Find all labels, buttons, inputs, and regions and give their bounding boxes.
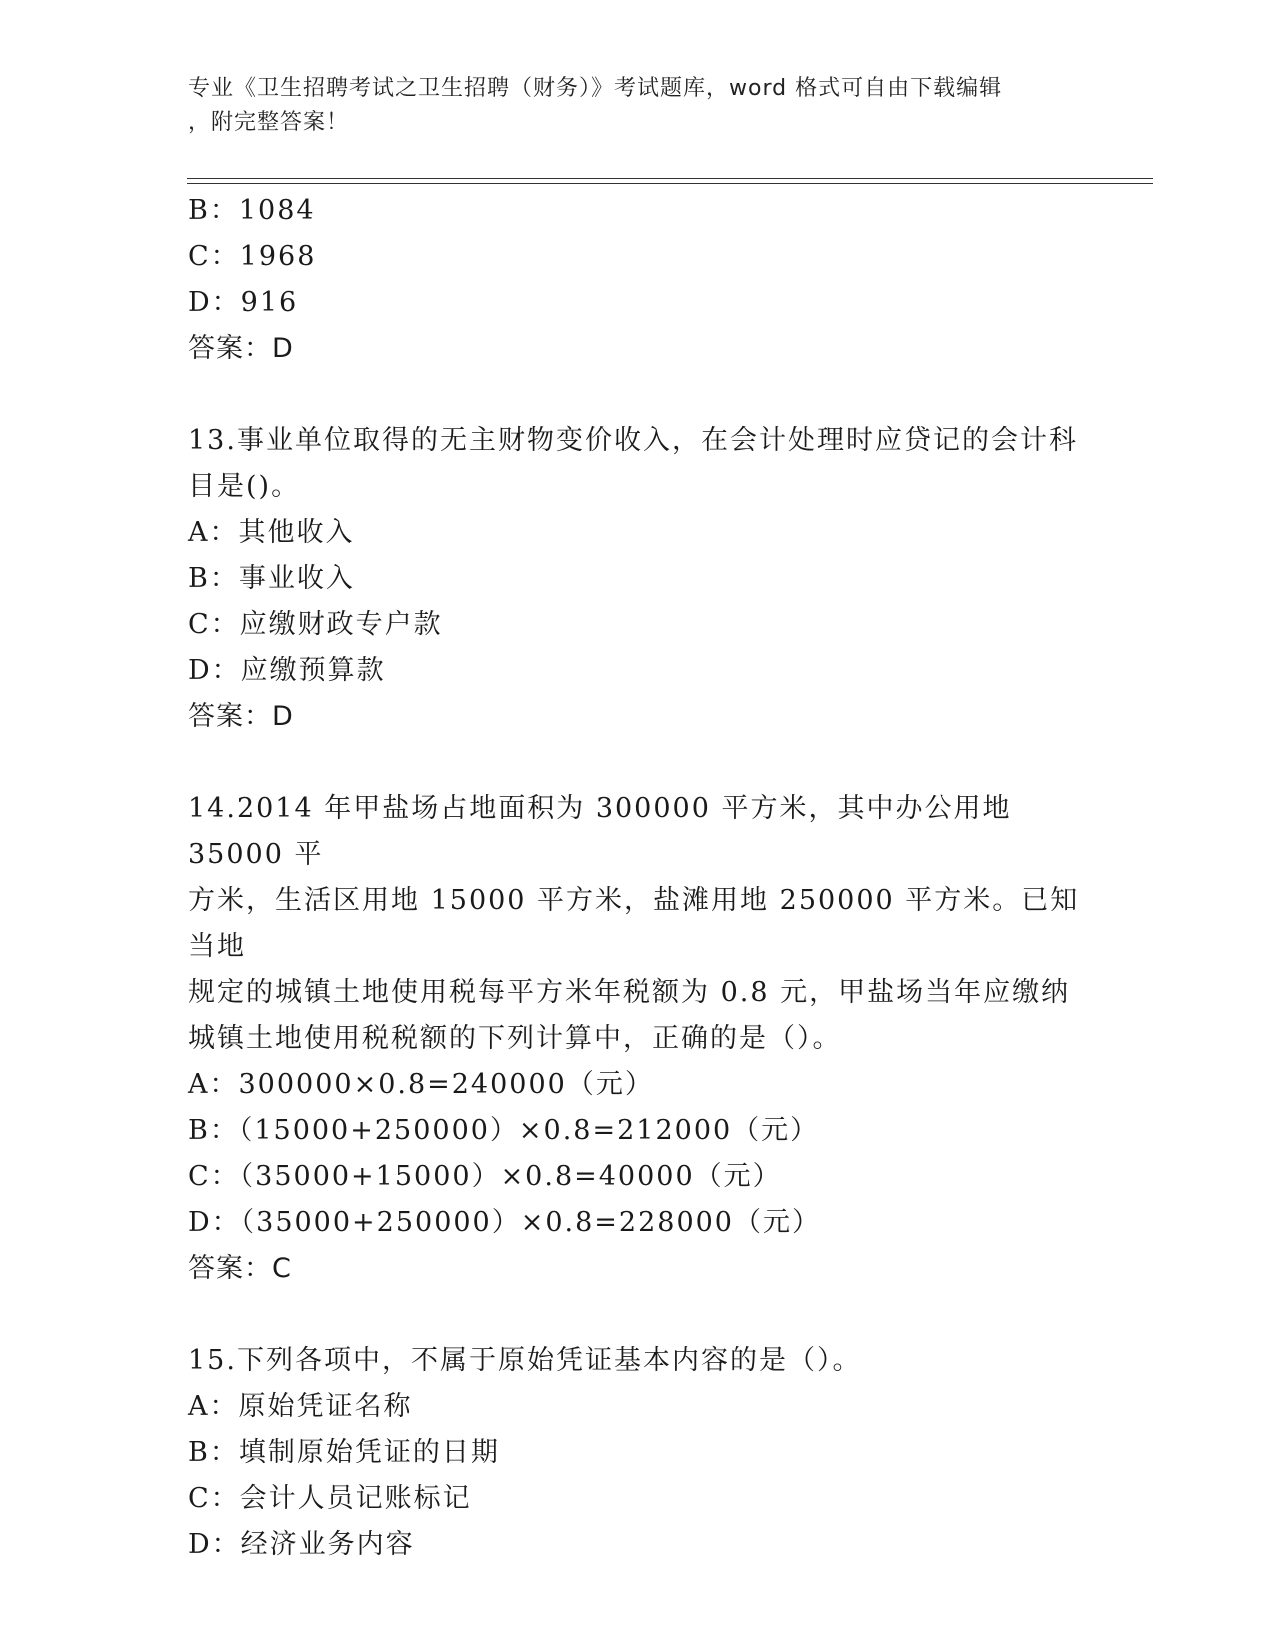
header-rule-bottom: [187, 183, 1153, 184]
q15-text-line-1: 15.下列各项中，不属于原始凭证基本内容的是（）。: [188, 1345, 862, 1376]
q14-text-line-4: 城镇土地使用税税额的下列计算中，正确的是（）。: [188, 1023, 842, 1054]
header-line-1: 专业《卫生招聘考试之卫生招聘（财务）》考试题库，word 格式可自由下载编辑: [188, 76, 1003, 101]
spacer: [188, 372, 1088, 418]
q14-option-b: B：（15000+250000）×0.8=212000（元）: [188, 1115, 820, 1146]
q13-text-line-2: 目是()。: [188, 471, 301, 502]
question-list: [188, 188, 1088, 1568]
q13-text-line-1: 13.事业单位取得的无主财物变价收入，在会计处理时应贷记的会计科: [188, 425, 1078, 456]
question-14: [188, 786, 1088, 1292]
q13-answer: 答案：D: [188, 701, 294, 732]
header-rule-top: [187, 178, 1153, 179]
question-15: [188, 1338, 1088, 1568]
q14-option-c: C：（35000+15000）×0.8=40000（元）: [188, 1161, 782, 1192]
q13-option-d: D：应缴预算款: [188, 655, 386, 686]
q14-option-a: A：300000×0.8=240000（元）: [188, 1069, 654, 1100]
question-12: [188, 188, 1088, 372]
q14-text-line-2: 方米，生活区用地 15000 平方米，盐滩用地 250000 平方米。已知当地: [188, 885, 1080, 962]
q15-option-b: B：填制原始凭证的日期: [188, 1437, 500, 1468]
header-line-2: ，附完整答案！: [188, 110, 350, 135]
question-13: [188, 418, 1088, 740]
q12-option-c: C：1968: [188, 241, 317, 272]
q14-text-line-3: 规定的城镇土地使用税每平方米年税额为 0.8 元，甲盐场当年应缴纳: [188, 977, 1071, 1008]
q13-option-a: A：其他收入: [188, 517, 355, 548]
spacer: [188, 740, 1088, 786]
q13-option-c: C：应缴财政专户款: [188, 609, 443, 640]
q13-option-b: B：事业收入: [188, 563, 355, 594]
q15-option-d: D：经济业务内容: [188, 1529, 415, 1560]
q14-text-line-1: 14.2014 年甲盐场占地面积为 300000 平方米，其中办公用地 35000 平: [188, 793, 1012, 870]
q15-option-a: A：原始凭证名称: [188, 1391, 413, 1422]
q14-answer: 答案：C: [188, 1253, 292, 1284]
q12-option-d: D：916: [188, 287, 299, 318]
q14-option-d: D：（35000+250000）×0.8=228000（元）: [188, 1207, 821, 1238]
q15-option-c: C：会计人员记账标记: [188, 1483, 472, 1514]
q12-answer: 答案：D: [188, 333, 294, 364]
page-header: [188, 72, 1068, 140]
spacer: [188, 1292, 1088, 1338]
q12-option-b: B：1084: [188, 195, 316, 226]
